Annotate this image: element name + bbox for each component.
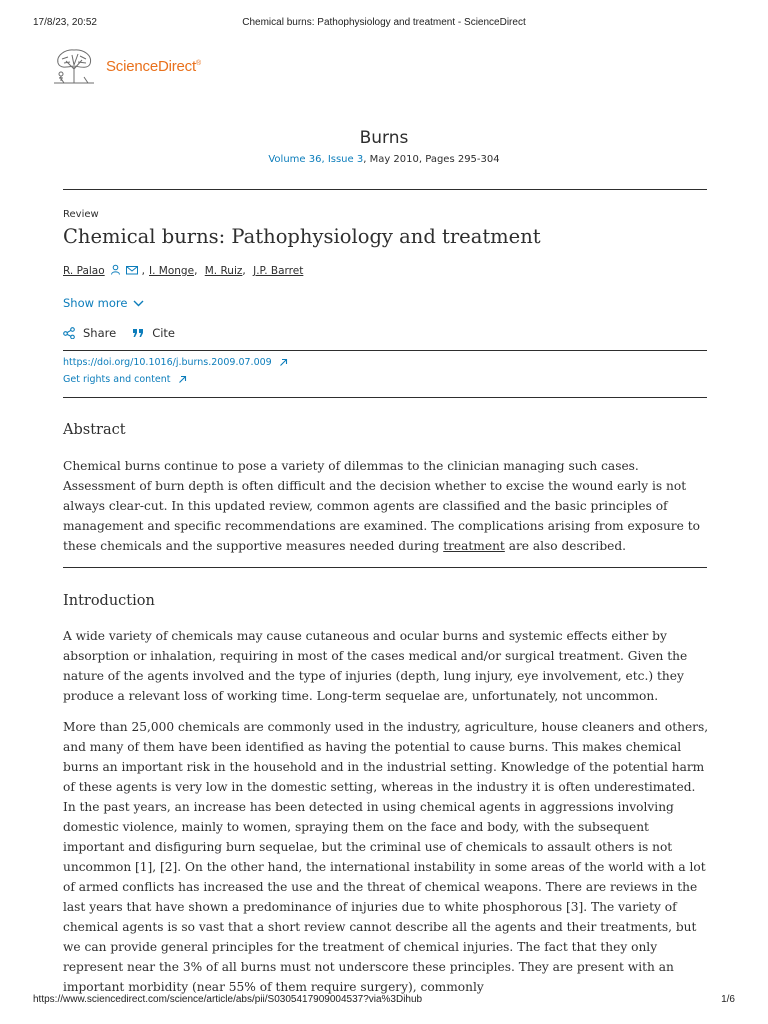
author-separator: , xyxy=(141,265,146,277)
print-page-number: 1/6 xyxy=(721,994,735,1005)
person-icon[interactable] xyxy=(110,264,121,278)
author-link[interactable]: I. Monge xyxy=(149,265,195,277)
share-icon xyxy=(63,327,75,339)
author-link[interactable]: M. Ruiz xyxy=(204,265,243,277)
sciencedirect-logo[interactable] xyxy=(50,47,201,85)
chevron-down-icon xyxy=(133,300,144,307)
journal-meta xyxy=(0,154,768,165)
show-more-button[interactable] xyxy=(63,296,144,310)
rights-link[interactable] xyxy=(63,374,187,385)
quote-icon xyxy=(132,328,144,338)
share-button[interactable] xyxy=(63,326,116,340)
share-label: Share xyxy=(83,326,117,340)
elsevier-tree-icon xyxy=(50,47,98,85)
journal-name[interactable]: Burns xyxy=(359,128,409,148)
divider xyxy=(63,397,707,398)
introduction-paragraph: More than 25,000 chemicals are commonly used in the industry, agriculture, house cleaners and others, and many of them have been identified as having the potential to cause burns. This makes chemical burns an important risk in the household and in the industrial setting. Knowledge of the potential harm of these agents is very low in the domestic setting, whereas in the industry it is often underestimated. In the past years, an increase has been detected in using chemical agents in aggressions involving domestic violence, mainly to women, spraying them on the face and body, with the subsequent important and disfiguring burn sequelae, but the criminal use of chemicals to assault others is not uncommon [1], [2]. On the other hand, the international instability in some areas of the world with a lot of armed conflicts has increased the use and the threat of chemical weapons. There are reviews in the last years that have shown a predominance of injuries due to white phosphorous [3]. The variety of chemical agents is so vast that a short review cannot describe all the agents and their treatments, but we can provide general principles for the treatment of chemical injuries. The fact that they only represent near the 3% of all burns must not underscore these principles. They are present with an important morbidity (near 55% of them require surgery), commonly xyxy=(63,720,709,994)
divider xyxy=(63,350,707,351)
cite-label: Cite xyxy=(152,326,175,340)
print-header xyxy=(0,17,768,31)
abstract-heading: Abstract xyxy=(63,422,126,438)
abstract-text: Chemical burns continue to pose a variety of dilemmas to the clinician managing such cases. Assessment of burn depth is often difficult and the decision whether to excise the wound early is not always clear-cut. In this updated review, common agents are classified and the basic principles of management and specific recommendations are examined. The complications arising from exposure to these chemicals and the supportive measures needed during treatment are also described. xyxy=(63,459,700,553)
author-separator: , xyxy=(194,265,201,277)
divider xyxy=(63,189,707,190)
logo-text: ScienceDirect® xyxy=(106,57,201,75)
print-url: https://www.sciencedirect.com/science/article/abs/pii/S0305417909004537?via%3Dihub xyxy=(33,994,423,1005)
rights-text: Get rights and content xyxy=(63,374,171,385)
print-footer xyxy=(0,994,768,1008)
show-more-label: Show more xyxy=(63,296,128,310)
author-list xyxy=(63,264,303,278)
external-link-icon xyxy=(178,375,187,384)
date-pages: , May 2010, Pages 295-304 xyxy=(363,154,500,165)
author-separator: , xyxy=(242,265,250,277)
journal-header xyxy=(0,128,768,165)
introduction-heading: Introduction xyxy=(63,593,155,609)
email-icon[interactable] xyxy=(126,265,138,278)
external-link-icon xyxy=(279,358,288,367)
print-datetime: 17/8/23, 20:52 xyxy=(33,17,97,28)
article-type: Review xyxy=(63,209,99,220)
doi-link[interactable] xyxy=(63,357,288,368)
article-actions xyxy=(63,326,191,340)
author-link[interactable]: J.P. Barret xyxy=(253,265,304,277)
volume-issue-link[interactable]: Volume 36, Issue 3 xyxy=(268,154,364,165)
print-page-title: Chemical burns: Pathophysiology and treatment - ScienceDirect xyxy=(242,17,526,28)
doi-text: https://doi.org/10.1016/j.burns.2009.07.009 xyxy=(63,357,272,368)
divider xyxy=(63,567,707,568)
author-link[interactable]: R. Palao xyxy=(63,265,105,277)
introduction-paragraph: A wide variety of chemicals may cause cutaneous and ocular burns and systemic effects either by absorption or inhalation, requiring in most of the cases medical and/or surgical treatment. Given the nature of the agents involved and the type of injuries (depth, lung injury, eye involvement, etc.) they produce a relevant loss of working time. Long-term sequelae are, unfortunately, not uncommon. xyxy=(63,629,688,703)
article-title: Chemical burns: Pathophysiology and treatment xyxy=(63,225,541,248)
treatment-link[interactable]: treatment xyxy=(443,539,505,553)
cite-button[interactable] xyxy=(132,326,175,340)
